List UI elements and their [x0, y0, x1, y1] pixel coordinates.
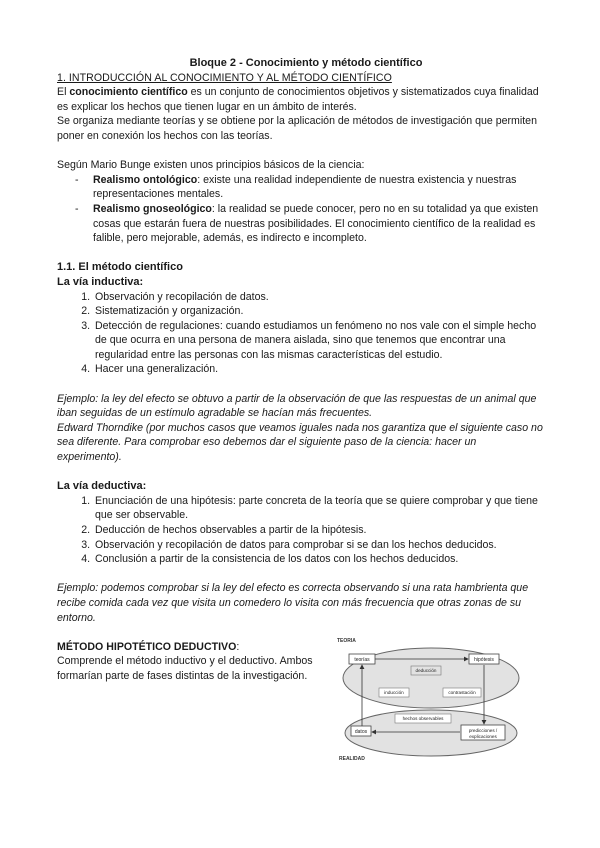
bunge-item-text: : existe una realidad independiente de nuestra existencia y nuestras representaciones mentales.	[93, 173, 517, 201]
list-item: 2. Deducción de hechos observables a partir de la hipótesis.	[93, 523, 543, 538]
intro-p1-post: es un conjunto de conocimientos objetivos y sistematizados cuya finalidad es explicar los hechos que tienen lugar en un ámbito de interés.	[57, 86, 539, 113]
inductive-steps-list	[57, 290, 543, 378]
theories-label: teorías	[354, 656, 370, 663]
deduction-label: deducción	[415, 667, 437, 673]
list-item: 1. Enunciación de una hipótesis: parte concreta de la teoría que se quiere comprobar y que tiene que ser observable.	[93, 494, 543, 523]
hd-heading: MÉTODO HIPOTÉTICO DEDUCTIVO	[57, 640, 237, 653]
deductive-steps-list	[57, 494, 543, 567]
contrast-label: contrastación	[448, 689, 476, 695]
deductive-heading: La vía deductiva:	[57, 480, 147, 493]
observable-facts-label: hechos observables	[402, 715, 444, 721]
hd-colon: :	[236, 640, 240, 653]
predictions-label-2: explicaciones	[469, 733, 497, 739]
hd-text-block	[57, 640, 327, 684]
deductive-example: Ejemplo: podemos comprobar si la ley del efecto es correcta observando si una rata hambrienta que recibe comida cada vez que visita un comedero lo visita con más frecuencia que otras zonas de su entorno.	[57, 582, 529, 624]
data-label: datos	[354, 728, 368, 735]
document-content	[57, 56, 543, 770]
thorndike-note: Edward Thorndike (por muchos casos que veamos iguales nada nos garantiza que el siguiente caso no sea diferente. Para comprobar eso debemos dar el siguiente paso de la ciencia: hacer un experimento).	[57, 421, 543, 464]
induction-label: inducción	[384, 689, 404, 695]
intro-paragraph-1	[57, 85, 543, 114]
bunge-item-term: Realismo gnoseológico	[93, 202, 212, 215]
list-item: 4. Hacer una generalización.	[93, 362, 543, 377]
intro-p1-pre: El	[57, 86, 70, 99]
predictions-label-1: predicciones /	[468, 727, 498, 733]
list-item: 2. Sistematización y organización.	[93, 304, 543, 319]
list-item: 1. Observación y recopilación de datos.	[93, 290, 543, 305]
hypothesis-label: hipótesis	[474, 656, 494, 663]
label-reality: REALIDAD	[339, 755, 365, 762]
bunge-intro: Según Mario Bunge existen unos principios básicos de la ciencia:	[57, 159, 365, 172]
method-heading: 1.1. El método científico	[57, 261, 183, 274]
bunge-item-text: : la realidad se puede conocer, pero no en su totalidad ya que existen cosas que estarán fuera de nuestras posibilidades. El conocimiento científico de la realidad es falible, pero mejorable, además, es indirecto e incompleto.	[93, 202, 539, 245]
bunge-principles-list	[57, 173, 543, 246]
bunge-item	[93, 202, 543, 246]
inductive-heading: La vía inductiva:	[57, 275, 144, 288]
hd-description: Comprende el método inductivo y el deductivo. Ambos formarían parte de fases distintas de la investigación.	[57, 655, 313, 682]
hd-method-diagram	[335, 638, 527, 762]
hypothetico-deductive-section	[57, 637, 543, 770]
label-theory: TEORÍA	[337, 637, 356, 644]
list-item: 3. Observación y recopilación de datos para comprobar si se dan los hechos deducidos.	[93, 538, 543, 553]
page-title: Bloque 2 - Conocimiento y método científico	[189, 57, 423, 69]
bunge-item-term: Realismo ontológico	[93, 173, 198, 186]
hd-heading-line	[57, 640, 327, 655]
list-item: 4. Conclusión a partir de la consistencia de los datos con los hechos deducidos.	[93, 552, 543, 567]
list-item: 3. Detección de regulaciones: cuando estudiamos un fenómeno no nos vale con el simple hecho de que ocurra en una persona de manera aislada, sino que tenemos que encontrar una regularidad entre las personas con las mismas características del estudio.	[93, 319, 543, 363]
intro-paragraph-2: Se organiza mediante teorías y se obtiene por la aplicación de métodos de investigación que permiten poner en conexión los hechos con las teorías.	[57, 115, 537, 142]
bunge-item	[93, 173, 543, 202]
intro-p1-bold: conocimiento científico	[69, 86, 188, 99]
inductive-example: Ejemplo: la ley del efecto se obtuvo a partir de la observación de que las respuestas de un animal que iban seguidas de un estímulo agradable se hacían más frecuentes.	[57, 392, 537, 420]
intro-heading: 1. INTRODUCCIÓN AL CONOCIMIENTO Y AL MÉTODO CIENTÍFICO	[57, 71, 392, 84]
